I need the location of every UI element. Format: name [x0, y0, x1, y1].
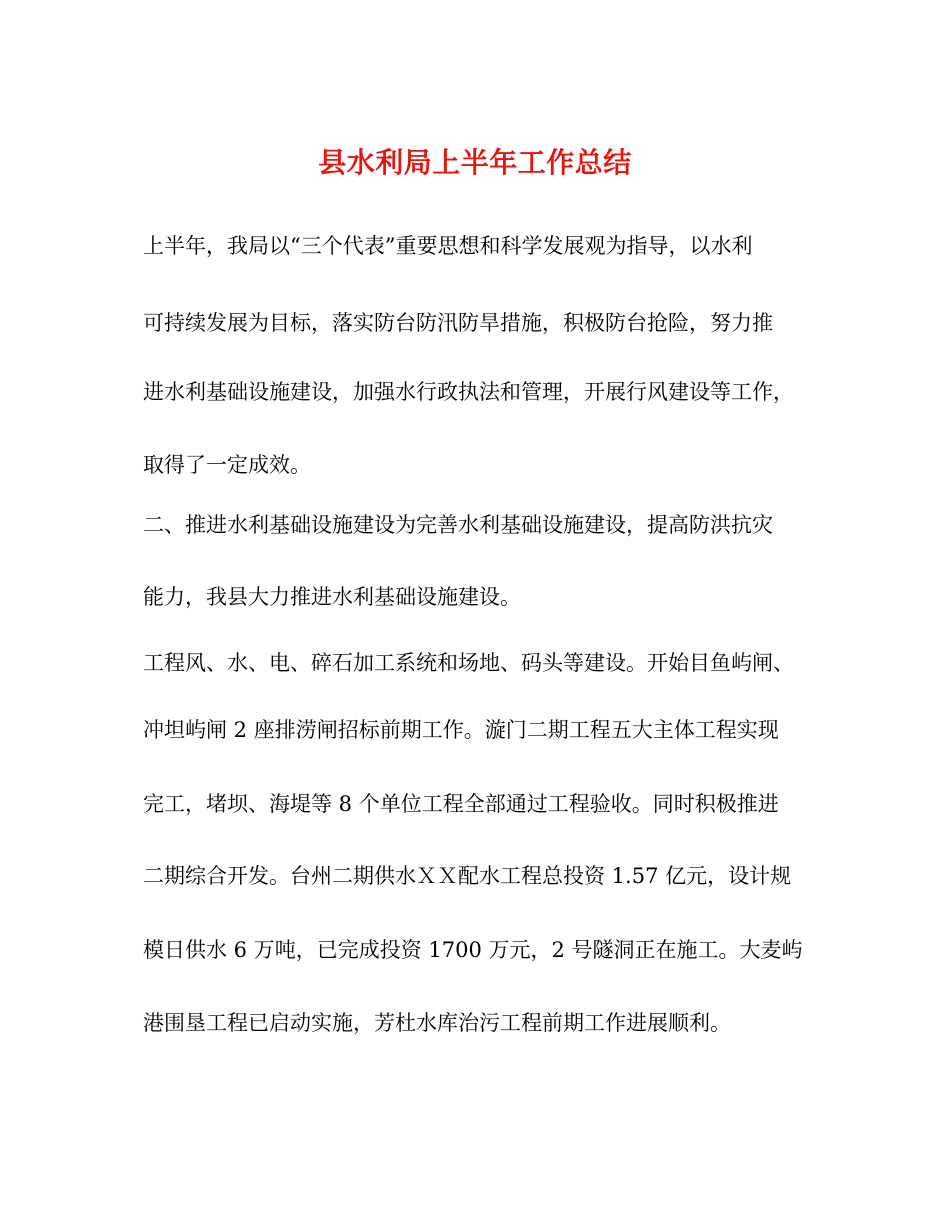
paragraph-2-line-2: 能力，我县大力推进水利基础设施建设。: [143, 585, 521, 609]
paragraph-3-line-5: 模日供水 6 万吨，已完成投资 1700 万元，2 号隧洞正在施工。大麦屿: [143, 938, 803, 962]
paragraph-1-line-1: 上半年，我局以“三个代表”重要思想和科学发展观为指导，以水利: [143, 234, 753, 258]
paragraph-3-line-3: 完工，堵坝、海堤等 8 个单位工程全部通过工程验收。同时积极推进: [143, 792, 779, 816]
document-title: 县水利局上半年工作总结: [318, 146, 632, 179]
paragraph-1-line-3: 进水利基础设施建设，加强水行政执法和管理，开展行风建设等工作，: [143, 380, 794, 404]
paragraph-2-line-1: 二、推进水利基础设施建设为完善水利基础设施建设，提高防洪抗灾: [143, 513, 773, 537]
paragraph-1-line-2: 可持续发展为目标，落实防台防汛防旱措施，积极防台抢险，努力推: [143, 311, 773, 335]
paragraph-3-line-6: 港围垦工程已启动实施，芳杜水库治污工程前期工作进展顺利。: [143, 1011, 731, 1035]
paragraph-3-line-2: 冲坦屿闸 2 座排涝闸招标前期工作。漩门二期工程五大主体工程实现: [143, 718, 779, 742]
paragraph-3-line-1: 工程风、水、电、碎石加工系统和场地、码头等建设。开始目鱼屿闸、: [143, 651, 794, 675]
paragraph-1-line-4: 取得了一定成效。: [143, 453, 311, 477]
paragraph-3-line-4: 二期综合开发。台州二期供水ＸＸ配水工程总投资 1.57 亿元，设计规: [143, 864, 792, 888]
